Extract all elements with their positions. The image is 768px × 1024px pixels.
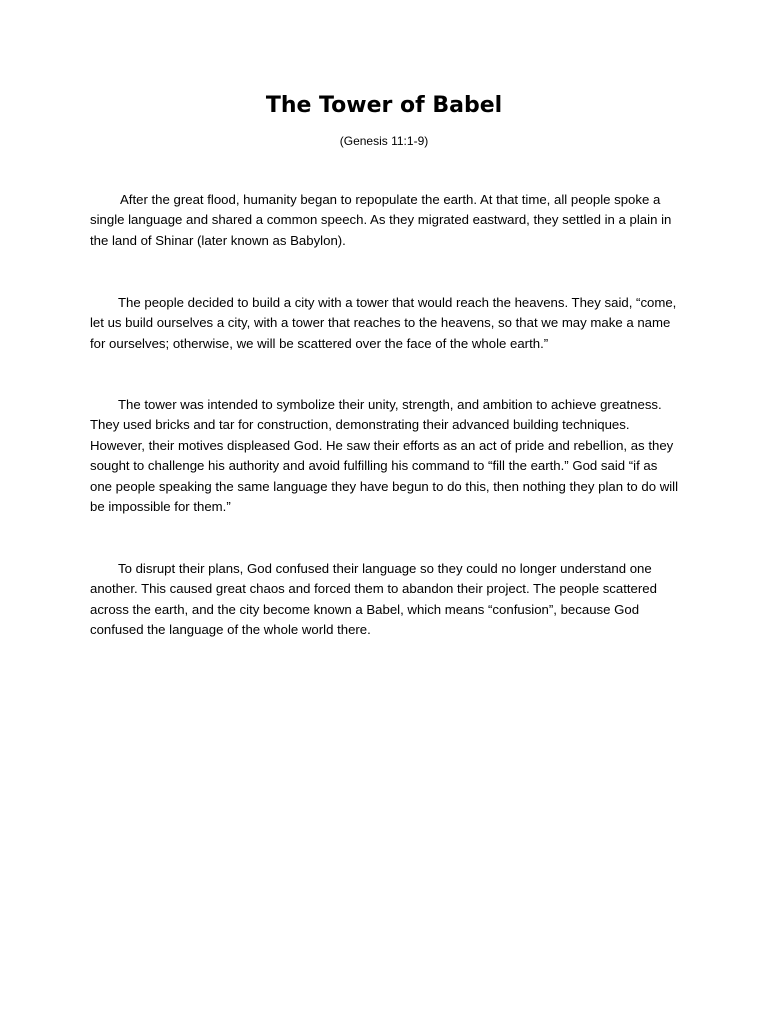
paragraph-4: To disrupt their plans, God confused their language so they could no longer understand one another. This caused great chaos and forced them to abandon their project. The people scattered across the earth, and the city become known a Babel, which means “confusion”, because God confused the language of the whole world there. [90, 561, 657, 638]
paragraph-2: The people decided to build a city with a tower that would reach the heavens. They said, “come, let us build ourselves a city, with a tower that reaches to the heavens, so that we may make a name for ourselves; otherwise, we will be scattered over the face of the whole earth.” [90, 295, 677, 351]
document-title: The Tower of Babel [265, 93, 503, 118]
document-subtitle: (Genesis 11:1-9) [339, 134, 429, 148]
paragraph-3: The tower was intended to symbolize their unity, strength, and ambition to achieve greatness. They used bricks and tar for construction, demonstrating their advanced building techniques. However, their motives displeased God. He saw their efforts as an act of pride and rebellion, as they sought to challenge his authority and avoid fulfilling his command to “fill the earth.” God said “if as one people speaking the same language they have begun to do this, then nothing they plan to do will be impossible for them.” [90, 397, 679, 515]
paragraph-1: After the great flood, humanity began to repopulate the earth. At that time, all people spoke a single language and shared a common speech. As they migrated eastward, they settled in a plain in the land of Shinar (later known as Babylon). [90, 192, 672, 248]
